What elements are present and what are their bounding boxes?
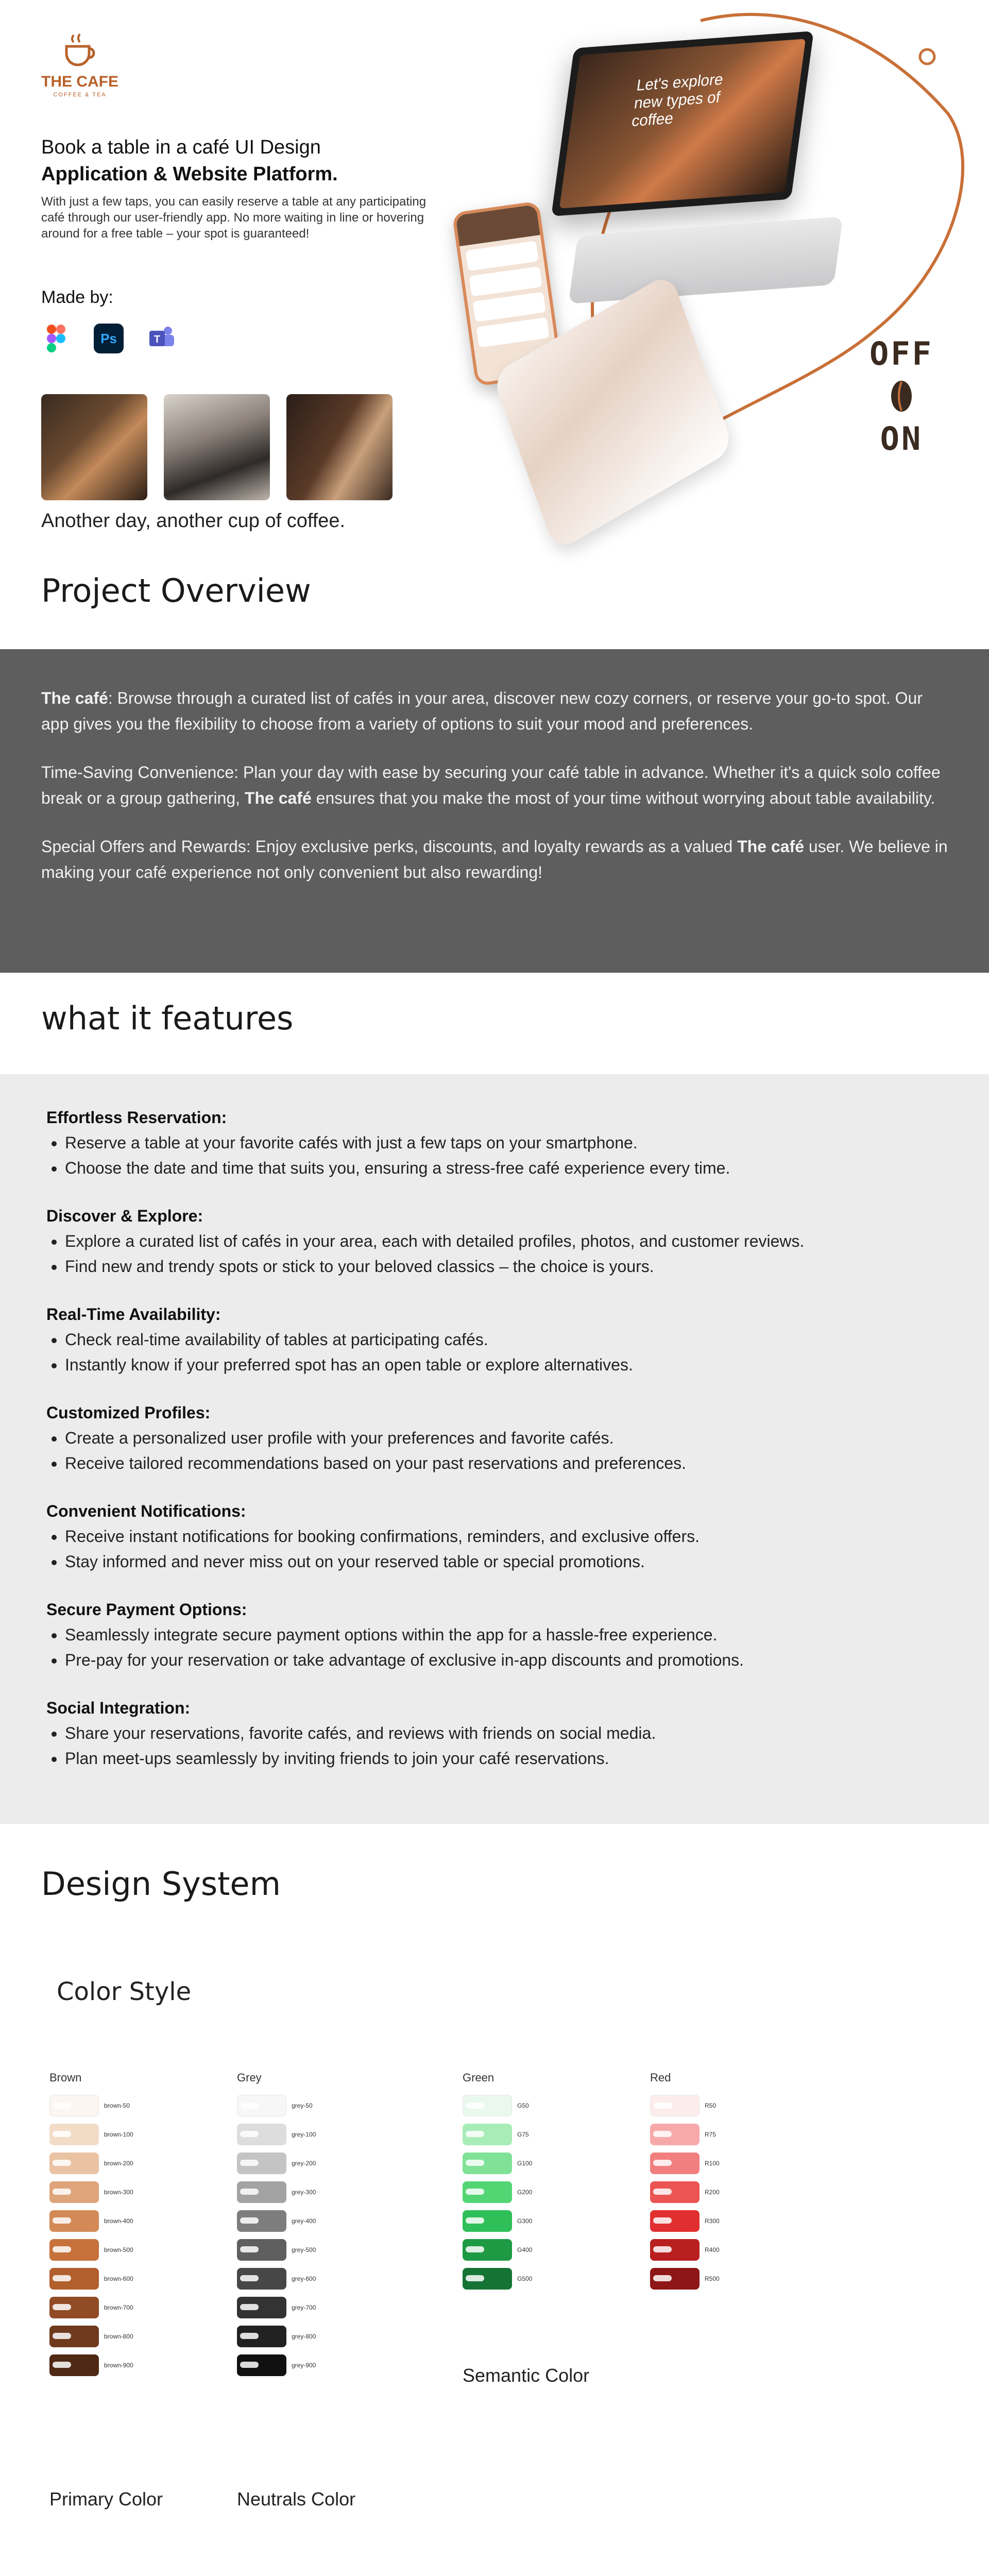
features-title: what it features (41, 999, 294, 1037)
palette-title: Grey (237, 2071, 262, 2084)
swatch-row (237, 2267, 316, 2291)
overview-paragraph-3 (41, 834, 948, 885)
semantic-color-label: Semantic Color (463, 2365, 590, 2386)
swatch-row (463, 2238, 532, 2262)
design-system-title: Design System (41, 1865, 281, 1903)
feature-group (46, 1699, 943, 1771)
feature-heading: Discover & Explore: (46, 1207, 203, 1225)
swatch-row (49, 2353, 133, 2377)
swatch-row (237, 2151, 316, 2175)
feature-bullet: • Stay informed and never miss out on your reserved table or special promotions. (65, 1549, 943, 1574)
swatch-chip (654, 2103, 672, 2109)
swatch-label: G100 (517, 2160, 533, 2167)
swatch-label: grey-200 (292, 2160, 316, 2167)
figma-icon (41, 324, 71, 353)
intro-block (41, 134, 443, 242)
swatch-label: grey-600 (292, 2275, 316, 2282)
swatch-label: G75 (517, 2131, 529, 2138)
cafe-photo-1 (41, 394, 147, 500)
swatch-row (49, 2123, 133, 2146)
swatch-chip (240, 2275, 259, 2281)
swatch-label: brown-800 (104, 2333, 133, 2340)
swatch-label: R500 (705, 2275, 720, 2282)
swatch-label: R400 (705, 2246, 720, 2253)
cafe-photo-2 (164, 394, 270, 500)
swatch-row (463, 2267, 532, 2291)
swatch-chip (466, 2160, 484, 2166)
coffee-cup-icon (59, 31, 100, 72)
color-swatch (650, 2095, 700, 2116)
swatch-chip (653, 2217, 672, 2224)
swatch-row (237, 2238, 316, 2262)
feature-heading: Secure Payment Options: (46, 1600, 247, 1619)
color-swatch (49, 2297, 99, 2318)
color-swatch (650, 2210, 700, 2232)
swatch-label: R100 (705, 2160, 720, 2167)
palette-title: Green (463, 2071, 494, 2084)
color-swatch (49, 2210, 99, 2232)
swatch-row (49, 2267, 133, 2291)
swatch-label: grey-100 (292, 2131, 316, 2138)
swatch-label: brown-600 (104, 2275, 133, 2282)
poster-off-text: OFF (869, 335, 933, 372)
swatch-row (650, 2209, 720, 2233)
swatch-chip (53, 2131, 71, 2137)
feature-bullets (46, 1229, 943, 1279)
swatch-label: brown-50 (104, 2102, 130, 2109)
intro-title-line2: Application & Website Platform. (41, 163, 338, 185)
laptop-headline: Let's explore new types of coffee (630, 71, 724, 130)
swatch-row (650, 2238, 720, 2262)
feature-heading: Convenient Notifications: (46, 1502, 246, 1520)
tool-icons (41, 324, 176, 353)
feature-heading: Social Integration: (46, 1699, 191, 1717)
swatch-row (650, 2094, 720, 2117)
color-swatch (237, 2354, 286, 2376)
palette-title: Brown (49, 2071, 82, 2084)
swatch-label: R200 (705, 2189, 720, 2196)
feature-group (46, 1108, 943, 1181)
color-swatch (650, 2181, 700, 2203)
swatch-row (237, 2209, 316, 2233)
swatch-chip (240, 2160, 259, 2166)
feature-bullet: • Receive instant notifications for booking confirmations, reminders, and exclusive offers. (65, 1524, 943, 1549)
color-swatch (49, 2181, 99, 2203)
swatch-chip (466, 2275, 484, 2281)
brand-logo (41, 31, 118, 108)
feature-bullet: • Share your reservations, favorite cafés, and reviews with friends on social media. (65, 1721, 943, 1746)
feature-group (46, 1600, 943, 1673)
swatch-label: G300 (517, 2217, 533, 2225)
color-swatch (650, 2239, 700, 2261)
swatch-row (650, 2123, 720, 2146)
intro-description: With just a few taps, you can easily reserve a table at any participating café through our user-friendly app. No more waiting in line or hovering around for a free table – your spot is guaranteed! (41, 195, 427, 241)
color-swatch (49, 2326, 99, 2347)
feature-bullets (46, 1622, 943, 1673)
feature-group (46, 1305, 943, 1378)
brand-name: THE CAFE (41, 73, 118, 90)
palette-grey (237, 2071, 316, 2382)
photo-gallery (41, 394, 393, 500)
swatch-label: brown-500 (104, 2246, 133, 2253)
overview-brand-1: The café (41, 689, 108, 707)
palette-title: Red (650, 2071, 671, 2084)
coffee-bean-icon (883, 376, 919, 417)
feature-bullet: • Explore a curated list of cafés in your area, each with detailed profiles, photos, and customer reviews. (65, 1229, 943, 1254)
overview-text-3b: user. We believe in making your café experience not only convenient but also rewarding! (41, 837, 948, 882)
feature-bullet: • Instantly know if your preferred spot has an open table or explore alternatives. (65, 1352, 943, 1378)
made-by-label: Made by: (41, 287, 113, 307)
swatch-row (49, 2094, 133, 2117)
swatch-row (49, 2180, 133, 2204)
swatch-chip (653, 2275, 672, 2281)
swatch-row (237, 2123, 316, 2146)
swatch-row (237, 2296, 316, 2319)
swatch-chip (240, 2189, 259, 2195)
feature-bullet: • Reserve a table at your favorite cafés with just a few taps on your smartphone. (65, 1130, 943, 1156)
swatch-chip (53, 2333, 71, 2339)
swatch-row (237, 2180, 316, 2204)
palette-green (463, 2071, 532, 2296)
swatch-chip (240, 2362, 259, 2368)
feature-bullet: • Create a personalized user profile with your preferences and favorite cafés. (65, 1426, 943, 1451)
swatch-chip (241, 2103, 259, 2109)
swatch-label: grey-900 (292, 2362, 316, 2369)
overview-text-3a: Special Offers and Rewards: Enjoy exclusive perks, discounts, and loyalty rewards as a valued (41, 837, 738, 856)
swatch-chip (53, 2362, 71, 2368)
swatch-label: grey-500 (292, 2246, 316, 2253)
swatch-row (650, 2267, 720, 2291)
swatch-chip (53, 2217, 71, 2224)
feature-bullets (46, 1130, 943, 1181)
swatch-label: R300 (705, 2217, 720, 2225)
swatch-label: grey-400 (292, 2217, 316, 2225)
feature-heading: Real-Time Availability: (46, 1305, 221, 1324)
swatch-chip (240, 2246, 259, 2252)
feature-heading: Customized Profiles: (46, 1403, 211, 1422)
feature-group (46, 1502, 943, 1574)
swatch-chip (53, 2103, 72, 2109)
feature-bullets (46, 1721, 943, 1771)
swatch-label: G50 (517, 2102, 529, 2109)
color-swatch (237, 2181, 286, 2203)
feature-bullet: • Find new and trendy spots or stick to your beloved classics – the choice is yours. (65, 1254, 943, 1279)
swatch-label: grey-700 (292, 2304, 316, 2311)
feature-heading: Effortless Reservation: (46, 1108, 227, 1127)
swatch-row (650, 2180, 720, 2204)
swatch-label: G500 (517, 2275, 533, 2282)
swatch-chip (53, 2275, 71, 2281)
swatch-row (237, 2325, 316, 2348)
feature-group (46, 1207, 943, 1279)
swatch-label: brown-700 (104, 2304, 133, 2311)
swatch-row (650, 2151, 720, 2175)
laptop-screen (559, 39, 806, 208)
swatch-row (49, 2325, 133, 2348)
color-swatch (237, 2095, 286, 2116)
color-swatch (237, 2297, 286, 2318)
color-swatch (49, 2153, 99, 2174)
swatch-row (49, 2296, 133, 2319)
overview-paragraph-1 (41, 685, 948, 737)
color-swatch (463, 2181, 512, 2203)
palette-brown (49, 2071, 133, 2382)
swatch-chip (53, 2246, 71, 2252)
color-style-title: Color Style (57, 1977, 192, 2006)
color-swatch (463, 2210, 512, 2232)
overview-title: Project Overview (41, 572, 311, 609)
hero-section (0, 0, 989, 551)
swatch-label: G400 (517, 2246, 533, 2253)
swatch-label: grey-50 (292, 2102, 313, 2109)
color-swatch (463, 2124, 512, 2145)
color-swatch (237, 2326, 286, 2347)
color-swatch (650, 2124, 700, 2145)
laptop-base (568, 216, 843, 304)
swatch-chip (466, 2131, 484, 2137)
color-swatch (463, 2095, 512, 2116)
teams-icon (146, 324, 176, 353)
color-swatch (49, 2095, 99, 2116)
swatch-label: R75 (705, 2131, 717, 2138)
swatch-label: grey-300 (292, 2189, 316, 2196)
swatch-chip (240, 2217, 259, 2224)
off-on-poster (865, 335, 937, 479)
brand-tagline: COFFEE & TEA (53, 92, 107, 98)
color-swatch (650, 2153, 700, 2174)
svg-text:T: T (154, 334, 161, 345)
feature-group (46, 1403, 943, 1476)
swatch-row (463, 2123, 532, 2146)
color-swatch (463, 2239, 512, 2261)
swatch-label: brown-300 (104, 2189, 133, 2196)
color-swatch (237, 2239, 286, 2261)
swatch-chip (240, 2304, 259, 2310)
swatch-chip (466, 2246, 484, 2252)
poster-on-text: ON (880, 420, 923, 457)
swatch-row (463, 2180, 532, 2204)
feature-bullets (46, 1524, 943, 1574)
photoshop-icon: Ps (94, 324, 124, 353)
primary-color-label: Primary Color (49, 2488, 163, 2510)
swatch-chip (653, 2131, 672, 2137)
palette-red (650, 2071, 720, 2296)
swatch-label: R50 (705, 2102, 717, 2109)
swatch-row (49, 2209, 133, 2233)
feature-bullet: • Check real-time availability of tables at participating cafés. (65, 1327, 943, 1352)
color-swatch (237, 2124, 286, 2145)
neutrals-color-label: Neutrals Color (237, 2488, 356, 2510)
swatch-chip (653, 2160, 672, 2166)
swatch-label: brown-100 (104, 2131, 133, 2138)
swatch-row (237, 2094, 316, 2117)
color-swatch (49, 2354, 99, 2376)
feature-list (46, 1108, 943, 1771)
color-swatch (49, 2239, 99, 2261)
feature-bullets (46, 1426, 943, 1476)
laptop-mockup (551, 31, 840, 319)
swatch-chip (466, 2217, 484, 2224)
swatch-label: brown-400 (104, 2217, 133, 2225)
overview-text-1: : Browse through a curated list of cafés in your area, discover new cozy corners, or reserve your go-to spot. Our app gives you the flexibility to choose from a variety of options to suit your mood and preferences. (41, 689, 923, 733)
color-swatch (237, 2210, 286, 2232)
feature-bullet: • Receive tailored recommendations based on your past reservations and preferences. (65, 1451, 943, 1476)
swatch-row (463, 2151, 532, 2175)
color-swatch (237, 2153, 286, 2174)
intro-title-line1: Book a table in a café UI Design (41, 137, 321, 158)
swatch-chip (653, 2189, 672, 2195)
overview-paragraph-2 (41, 759, 948, 811)
swatch-row (463, 2094, 532, 2117)
swatch-label: grey-800 (292, 2333, 316, 2340)
feature-bullet: • Pre-pay for your reservation or take advantage of exclusive in-app discounts and promotions. (65, 1648, 943, 1673)
overview-brand-3: The café (737, 837, 805, 856)
color-swatch (49, 2268, 99, 2290)
swatch-chip (240, 2333, 259, 2339)
swatch-chip (53, 2304, 71, 2310)
overview-text-2a: Time-Saving Convenience: Plan your day with ease by securing your café table in advance. Whether it's a quick solo coffee break or a group gathering, (41, 763, 941, 807)
swatch-row (49, 2151, 133, 2175)
swatch-chip (53, 2189, 71, 2195)
color-swatch (237, 2268, 286, 2290)
feature-bullet: • Plan meet-ups seamlessly by inviting friends to join your café reservations. (65, 1746, 943, 1771)
swatch-label: brown-200 (104, 2160, 133, 2167)
slogan: Another day, another cup of coffee. (41, 510, 346, 532)
color-swatch (463, 2153, 512, 2174)
swatch-row (463, 2209, 532, 2233)
swatch-chip (53, 2160, 71, 2166)
feature-bullet: • Seamlessly integrate secure payment options within the app for a hassle-free experience. (65, 1622, 943, 1648)
swatch-row (49, 2238, 133, 2262)
overview-brand-2: The café (244, 789, 312, 807)
swatch-chip (653, 2246, 672, 2252)
swatch-row (237, 2353, 316, 2377)
feature-bullet: • Choose the date and time that suits you, ensuring a stress-free café experience every time. (65, 1156, 943, 1181)
color-swatch (650, 2268, 700, 2290)
color-swatch (49, 2124, 99, 2145)
swatch-label: G200 (517, 2189, 533, 2196)
color-swatch (463, 2268, 512, 2290)
cafe-photo-3 (286, 394, 393, 500)
swatch-chip (240, 2131, 259, 2137)
feature-bullets (46, 1327, 943, 1378)
features-section (0, 1074, 989, 1824)
swatch-chip (466, 2103, 485, 2109)
swatch-chip (466, 2189, 484, 2195)
swatch-label: brown-900 (104, 2362, 133, 2369)
overview-section (0, 649, 989, 973)
overview-text-2b: ensures that you make the most of your time without worrying about table availability. (311, 789, 935, 807)
